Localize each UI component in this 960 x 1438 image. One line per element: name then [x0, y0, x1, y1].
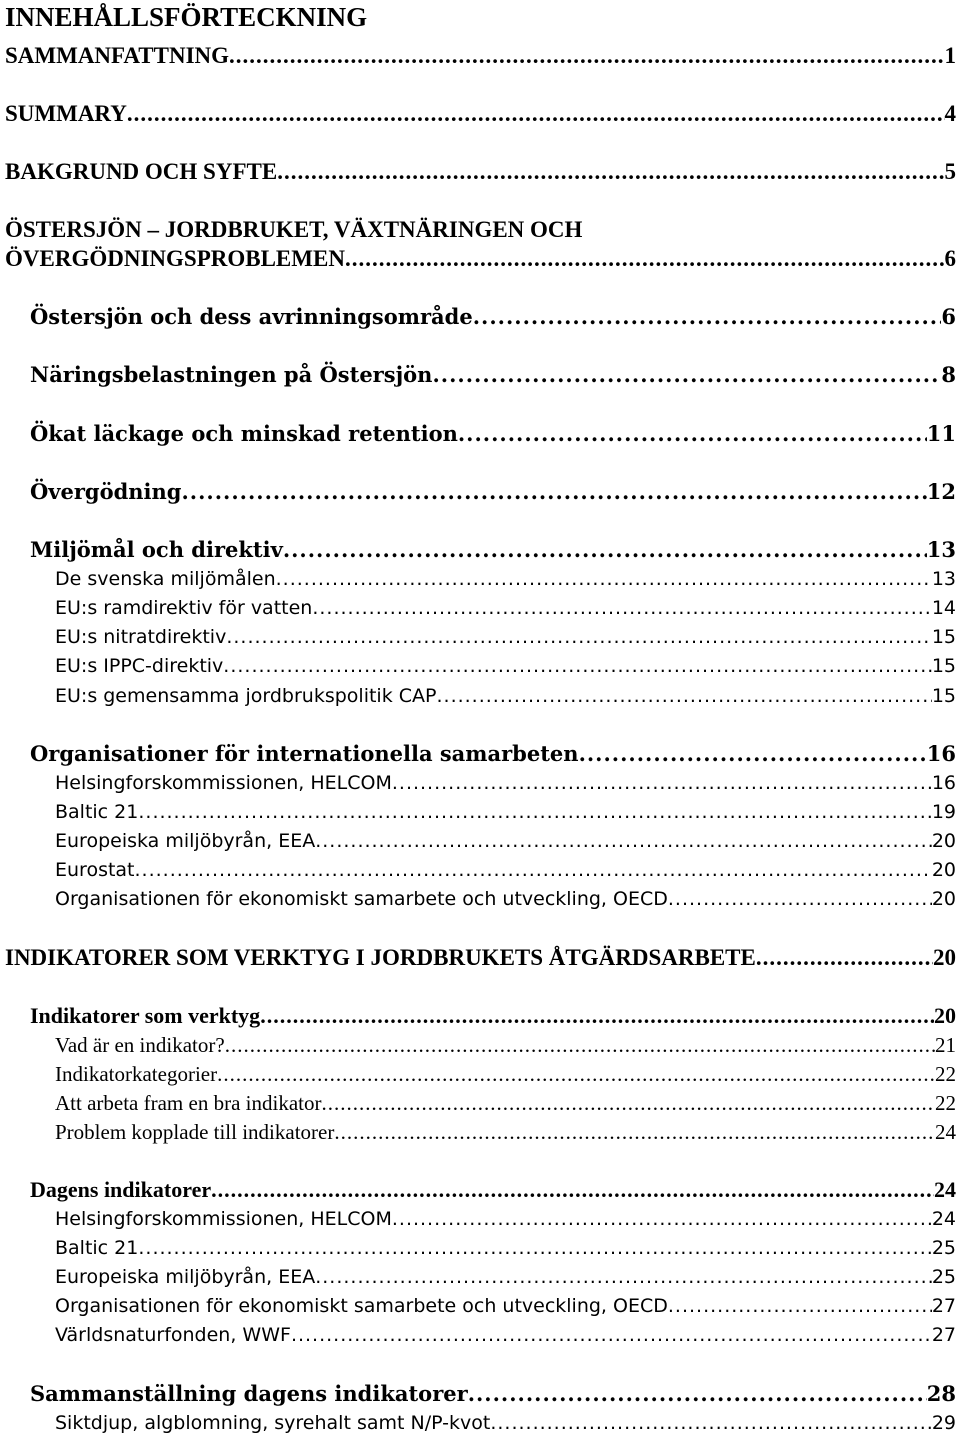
toc-entry-page: 15 [931, 685, 956, 707]
dot-leader [321, 1090, 935, 1116]
toc-entry-page: 24 [934, 1177, 956, 1202]
toc-entry-text: ÖVERGÖDNINGSPROBLEMEN [5, 246, 345, 271]
toc-entry-page: 21 [935, 1033, 956, 1057]
toc-entry-page: 25 [931, 1266, 956, 1288]
page-title: INNEHÅLLSFÖRTECKNING [5, 2, 368, 32]
toc-entry[interactable] [30, 1381, 956, 1407]
toc-entry-text: INDIKATORER SOM VERKTYG I JORDBRUKETS ÅTGÄRDSARBETE [5, 945, 756, 970]
toc-entry-page: 11 [926, 421, 956, 446]
toc-entry[interactable] [30, 1177, 956, 1203]
toc-entry-text: Eurostat [55, 859, 135, 881]
toc-entry-page: 6 [944, 246, 956, 271]
toc-entry-text: Siktdjup, algblomning, syrehalt samt N/P-kvot [55, 1412, 491, 1434]
dot-leader [223, 653, 932, 679]
toc-entry-page: 12 [926, 479, 956, 504]
toc-entry-text: SAMMANFATTNING [5, 43, 230, 68]
toc-entry[interactable] [55, 1322, 956, 1348]
dot-leader [211, 1177, 934, 1203]
toc-entry-text: EU:s nitratdirektiv [55, 626, 227, 648]
toc-entry-page: 16 [926, 741, 956, 766]
dot-leader [490, 1410, 931, 1436]
toc-entry[interactable] [55, 566, 956, 592]
toc-entry-text: Baltic 21 [55, 1237, 139, 1259]
toc-entry-text: Indikatorer som verktyg [30, 1003, 261, 1028]
toc-entry-page: 6 [941, 304, 956, 329]
toc-entry-page: 4 [944, 101, 956, 126]
toc-entry[interactable] [55, 1293, 956, 1319]
dot-leader [229, 43, 944, 69]
toc-entry-text: Organisationer för internationella samarbeten [30, 741, 579, 766]
dot-leader [276, 566, 932, 592]
toc-entry-text: SUMMARY [5, 101, 127, 126]
toc-entry[interactable] [5, 945, 956, 971]
dot-leader [312, 595, 931, 621]
toc-entry-page: 20 [931, 888, 956, 910]
toc-entry[interactable] [30, 421, 956, 447]
toc-entry-text: Att arbeta fram en bra indikator [55, 1091, 322, 1115]
toc-entry[interactable] [55, 653, 956, 679]
toc-entry-text: Världsnaturfonden, WWF [55, 1324, 291, 1346]
toc-entry-text: Miljömål och direktiv [30, 537, 283, 562]
toc-entry-page: 25 [931, 1237, 956, 1259]
toc-entry[interactable] [30, 479, 956, 505]
toc-entry-text: Baltic 21 [55, 801, 139, 823]
toc-entry-page: 15 [931, 655, 956, 677]
toc-entry[interactable] [55, 1061, 956, 1087]
dot-leader [473, 304, 942, 330]
toc-entry-page: 15 [931, 626, 956, 648]
dot-leader [225, 1032, 935, 1058]
toc-entry[interactable] [55, 799, 956, 825]
toc-entry-page: 16 [931, 772, 956, 794]
toc-entry-text: BAKGRUND OCH SYFTE [5, 159, 278, 184]
toc-entry-text: Dagens indikatorer [30, 1177, 212, 1202]
dot-leader [345, 246, 945, 272]
dot-leader [291, 1322, 932, 1348]
toc-entry-text: Övergödning [30, 479, 182, 504]
toc-entry-page: 14 [931, 597, 956, 619]
dot-leader [138, 1235, 931, 1261]
toc-entry-text: Organisationen för ekonomiskt samarbete och utveckling, OECD [55, 1295, 668, 1317]
toc-entry[interactable] [55, 595, 956, 621]
dot-leader [334, 1119, 935, 1145]
dot-leader [458, 421, 927, 447]
toc-entry-page: 13 [926, 537, 956, 562]
toc-entry-text: Europeiska miljöbyrån, EEA [55, 830, 316, 852]
dot-leader [260, 1003, 934, 1029]
toc-entry-page: 20 [933, 945, 956, 970]
dot-leader [668, 1293, 932, 1319]
toc-entry-text: Indikatorkategorier [55, 1062, 218, 1086]
toc-entry-text: Helsingforskommissionen, HELCOM [55, 1208, 392, 1230]
toc-entry-page: 28 [926, 1381, 956, 1406]
toc-entry-page: 24 [931, 1208, 956, 1230]
dot-leader [392, 1206, 932, 1232]
toc-entry-page: 5 [944, 159, 956, 184]
dot-leader [182, 479, 927, 505]
toc-entry-text: Östersjön och dess avrinningsområde [30, 304, 473, 329]
dot-leader [468, 1381, 927, 1407]
toc-entry-page: 13 [931, 568, 956, 590]
toc-entry-page: 20 [934, 1003, 956, 1028]
toc-entry-page: 1 [944, 43, 956, 68]
toc-entry-first-line[interactable]: ÖSTERSJÖN – JORDBRUKET, VÄXTNÄRINGEN OCH [5, 217, 583, 242]
toc-entry-text: Problem kopplade till indikatorer [55, 1120, 335, 1144]
dot-leader [432, 362, 941, 388]
toc-entry[interactable] [5, 43, 956, 69]
toc-entry[interactable] [55, 1264, 956, 1290]
toc-entry-text: EU:s gemensamma jordbrukspolitik CAP [55, 685, 437, 707]
toc-entry[interactable] [30, 1003, 956, 1029]
toc-entry-text: EU:s IPPC-direktiv [55, 655, 224, 677]
toc-entry[interactable] [30, 304, 956, 330]
dot-leader [315, 828, 932, 854]
dot-leader [217, 1061, 935, 1087]
toc-entry-text: De svenska miljömålen [55, 568, 276, 590]
toc-entry-page: 24 [935, 1120, 956, 1144]
toc-entry[interactable] [55, 683, 956, 709]
toc-entry[interactable] [30, 741, 956, 767]
toc-entry-text: Sammanställning dagens indikatorer [30, 1381, 468, 1406]
toc-entry-page: 27 [931, 1295, 956, 1317]
toc-entry[interactable] [5, 159, 956, 185]
dot-leader [277, 159, 944, 185]
toc-entry-page: 27 [931, 1324, 956, 1346]
toc-entry[interactable] [55, 1410, 956, 1436]
toc-entry-text: Organisationen för ekonomiskt samarbete och utveckling, OECD [55, 888, 668, 910]
dot-leader [756, 945, 933, 971]
dot-leader [436, 683, 931, 709]
toc-entry-page: 19 [931, 801, 956, 823]
toc-entry[interactable] [30, 537, 956, 563]
toc-entry[interactable] [55, 886, 956, 912]
dot-leader [135, 857, 932, 883]
toc-entry-page: 22 [935, 1062, 956, 1086]
toc-entry-text: Näringsbelastningen på Östersjön [30, 362, 433, 387]
toc-entry[interactable] [5, 101, 956, 127]
toc-entry[interactable] [55, 770, 956, 796]
toc-entry[interactable] [55, 1090, 956, 1116]
toc-entry[interactable] [55, 1235, 956, 1261]
dot-leader [392, 770, 932, 796]
toc-entry[interactable] [30, 362, 956, 388]
toc-entry-page: 20 [931, 830, 956, 852]
dot-leader [138, 799, 931, 825]
dot-leader [668, 886, 932, 912]
toc-entry-page: 22 [935, 1091, 956, 1115]
dot-leader [283, 537, 927, 563]
toc-entry[interactable] [5, 246, 956, 272]
toc-entry-page: 29 [931, 1412, 956, 1434]
toc-entry[interactable] [55, 857, 956, 883]
toc-entry-page: 8 [941, 362, 956, 387]
toc-entry-text: EU:s ramdirektiv för vatten [55, 597, 313, 619]
toc-entry[interactable] [55, 1032, 956, 1058]
toc-entry-text: Europeiska miljöbyrån, EEA [55, 1266, 316, 1288]
dot-leader [315, 1264, 932, 1290]
toc-entry[interactable] [55, 1206, 956, 1232]
toc-entry-page: 20 [931, 859, 956, 881]
toc-entry[interactable] [55, 624, 956, 650]
toc-entry[interactable] [55, 828, 956, 854]
toc-entry-text: Helsingforskommissionen, HELCOM [55, 772, 392, 794]
toc-entry-text: Vad är en indikator? [55, 1033, 225, 1057]
toc-entry[interactable] [55, 1119, 956, 1145]
dot-leader [579, 741, 927, 767]
toc-entry-text: Ökat läckage och minskad retention [30, 421, 458, 446]
dot-leader [127, 101, 945, 127]
dot-leader [226, 624, 931, 650]
